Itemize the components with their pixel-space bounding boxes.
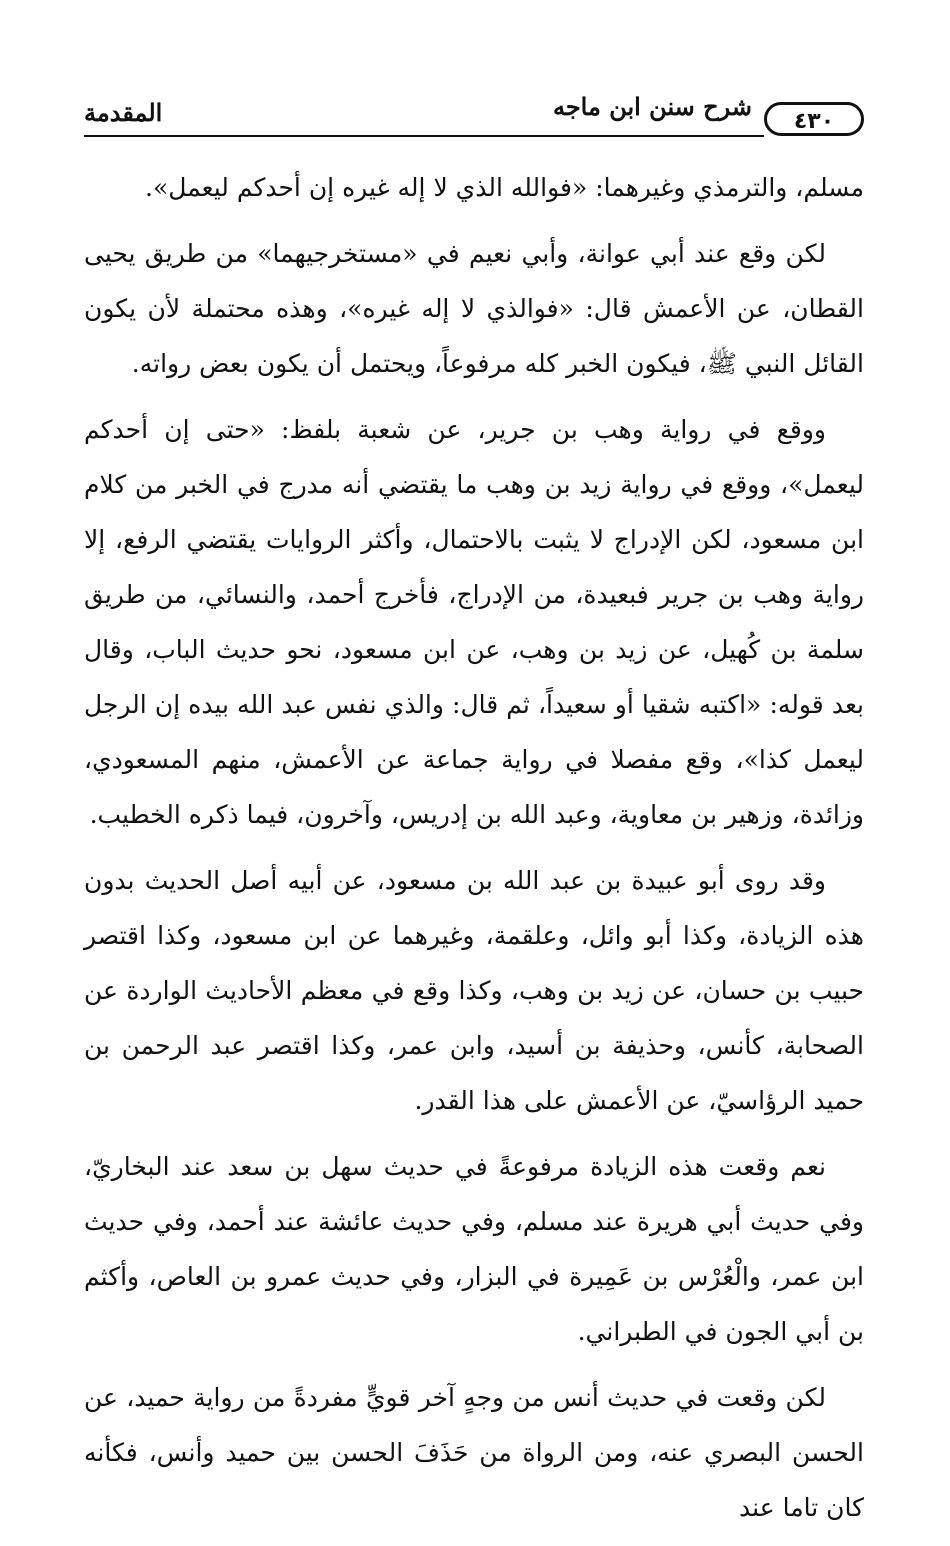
section-title: المقدمة xyxy=(84,98,163,127)
paragraph-3: ووقع في رواية وهب بن جرير، عن شعبة بلفظ: «حتى إن أحدكم ليعمل»، ووقع في رواية زيد بن وهب ما يقتضي أنه مدرج في الخبر من كلام ابن مسعود، لكن الإدراج لا يثبت بالاحتمال، وأكثر الروايات يقتضي الرفع، إلا رواية وهب بن جرير فبعيدة، من الإدراج، فأخرج أحمد، والنسائي، من طريق سلمة بن كُهيل، عن زيد بن وهب، عن ابن مسعود، نحو حديث الباب، وقال بعد قوله: «اكتبه شقيا أو سعيداً، ثم قال: والذي نفس عبد الله بيده إن الرجل ليعمل كذا»، وقع مفصلا في رواية جماعة عن الأعمش، منهم المسعودي، وزائدة، وزهير بن معاوية، وعبد الله بن إدريس، وآخرون، فيما ذكره الخطيب. xyxy=(84,415,864,829)
paragraph-6: لكن وقعت في حديث أنس من وجهٍ آخر قويٍّ مفردةً من رواية حميد، عن الحسن البصري عنه، ومن الرواة من حَذَفَ الحسن بين حميد وأنس، فكأنه كان تاما عند xyxy=(84,1383,864,1522)
header-divider xyxy=(84,135,764,137)
paragraph-5: نعم وقعت هذه الزيادة مرفوعةً في حديث سهل بن سعد عند البخاريّ، وفي حديث أبي هريرة عند مسلم، وفي حديث عائشة عند أحمد، وفي حديث ابن عمر، والْعُرْس بن عَمِيرة في البزار، وفي حديث عمرو بن العاص، وأكثم بن أبي الجون في الطبراني. xyxy=(84,1152,864,1346)
paragraph-4: وقد روى أبو عبيدة بن عبد الله بن مسعود، عن أبيه أصل الحديث بدون هذه الزيادة، وكذا أبو وائل، وعلقمة، وغيرهما عن ابن مسعود، وكذا اقتصر حبيب بن حسان، عن زيد بن وهب، وكذا وقع في معظم الأحاديث الواردة عن الصحابة، كأنس، وحذيفة بن أسيد، وابن عمر، وكذا اقتصر عبد الرحمن بن حميد الرؤاسيّ، عن الأعمش على هذا القدر. xyxy=(84,866,864,1115)
paragraph-2: لكن وقع عند أبي عوانة، وأبي نعيم في «مستخرجيهما» من طريق يحيى القطان، عن الأعمش قال: «فوالذي لا إله غيره»، وهذه محتملة لأن يكون القائل النبي ﷺ، فيكون الخبر كله مرفوعاً، ويحتمل أن يكون بعض رواته. xyxy=(84,239,864,378)
paragraph-1: مسلم، والترمذي وغيرهما: «فوالله الذي لا إله غيره إن أحدكم ليعمل». xyxy=(145,173,864,202)
page-body xyxy=(84,160,864,1546)
page-number: ٤٣٠ xyxy=(764,102,864,136)
book-title: شرح سنن ابن ماجه xyxy=(552,92,752,121)
